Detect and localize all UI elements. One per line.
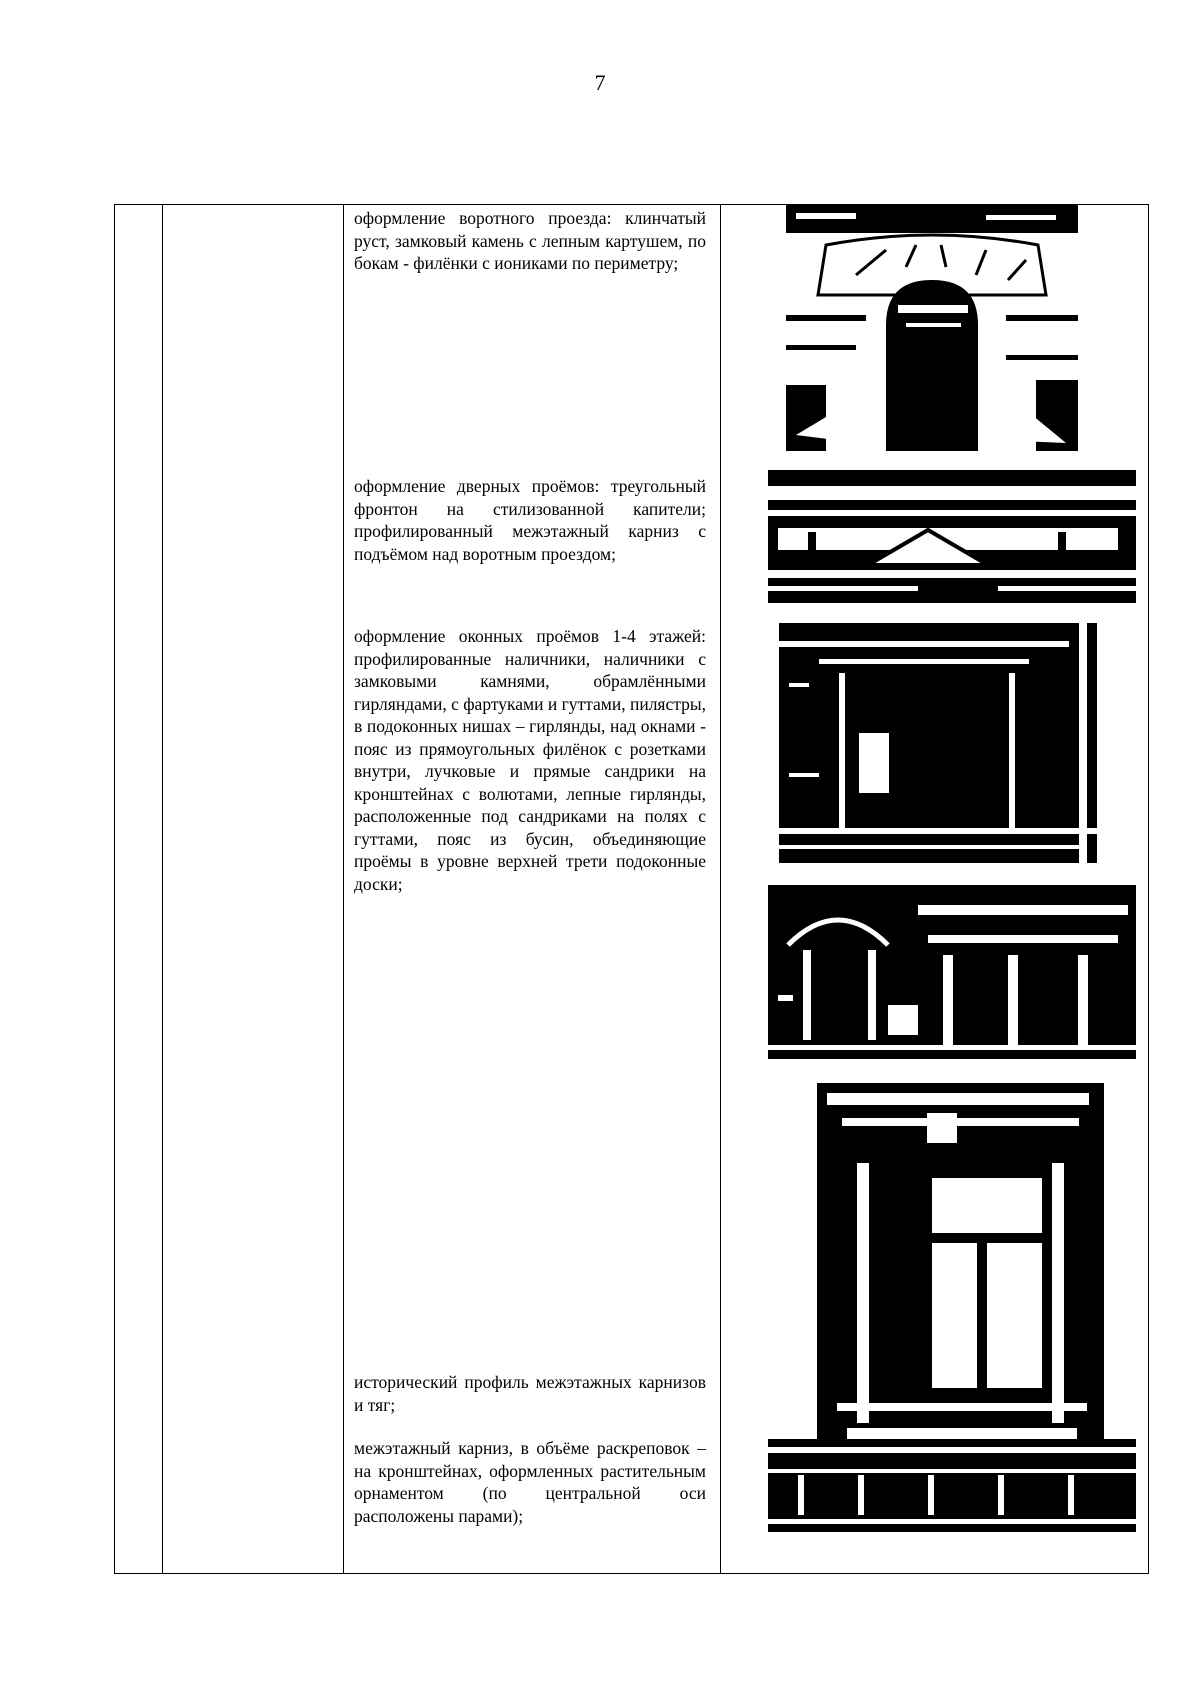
window-sandriks-photo <box>768 885 1136 1059</box>
gateway-arch-photo <box>786 205 1078 451</box>
description-cornice-profile: исторический профиль межэтажных карнизов и тяг; <box>354 1372 706 1415</box>
number-cell <box>115 205 163 1574</box>
object-cell <box>163 205 344 1574</box>
description-gateway: оформление воротного проезда: клинчатый руст, замковый камень с лепным картушем, по бокам - филёнки с иониками по периметру; <box>354 208 706 273</box>
description-doors: оформление дверных проёмов: треугольный фронтон на стилизованной капители; профилированный межэтажный карниз с подъёмом над воротным проездом; <box>354 476 706 564</box>
description-windows: оформление оконных проёмов 1-4 этажей: профилированные наличники, наличники с замковыми камнями, обрамлёнными гирляндами, с фартуками и гуттами, пилястры, в подоконных нишах – гирлянды, над окнами - пояс из прямоугольных филёнок с розетками внутри, лучковые и прямые сандрики на кронштейнах с волютами, лепные гирлянды, расположенные под сандриками на полях с гуттами, пояс из бусин, объединяющие проёмы в уровне верхней трети подоконные доски; <box>354 626 706 894</box>
table-row <box>115 205 1149 1574</box>
window-detail-photo <box>817 1083 1104 1468</box>
heritage-table <box>114 204 1149 1574</box>
description-cell <box>344 205 721 1574</box>
page-number: 7 <box>594 70 606 95</box>
description-interfloor-cornice: межэтажный карниз, в объёме раскреповок – на кронштейнах, оформленных растительным орнаментом (по центральной оси расположены парами); <box>354 1438 706 1526</box>
door-pediment-photo <box>768 470 1136 603</box>
window-pilaster-photo <box>779 623 1097 863</box>
cornice-brackets-photo <box>768 1439 1136 1532</box>
photo-cell <box>721 205 1149 1574</box>
